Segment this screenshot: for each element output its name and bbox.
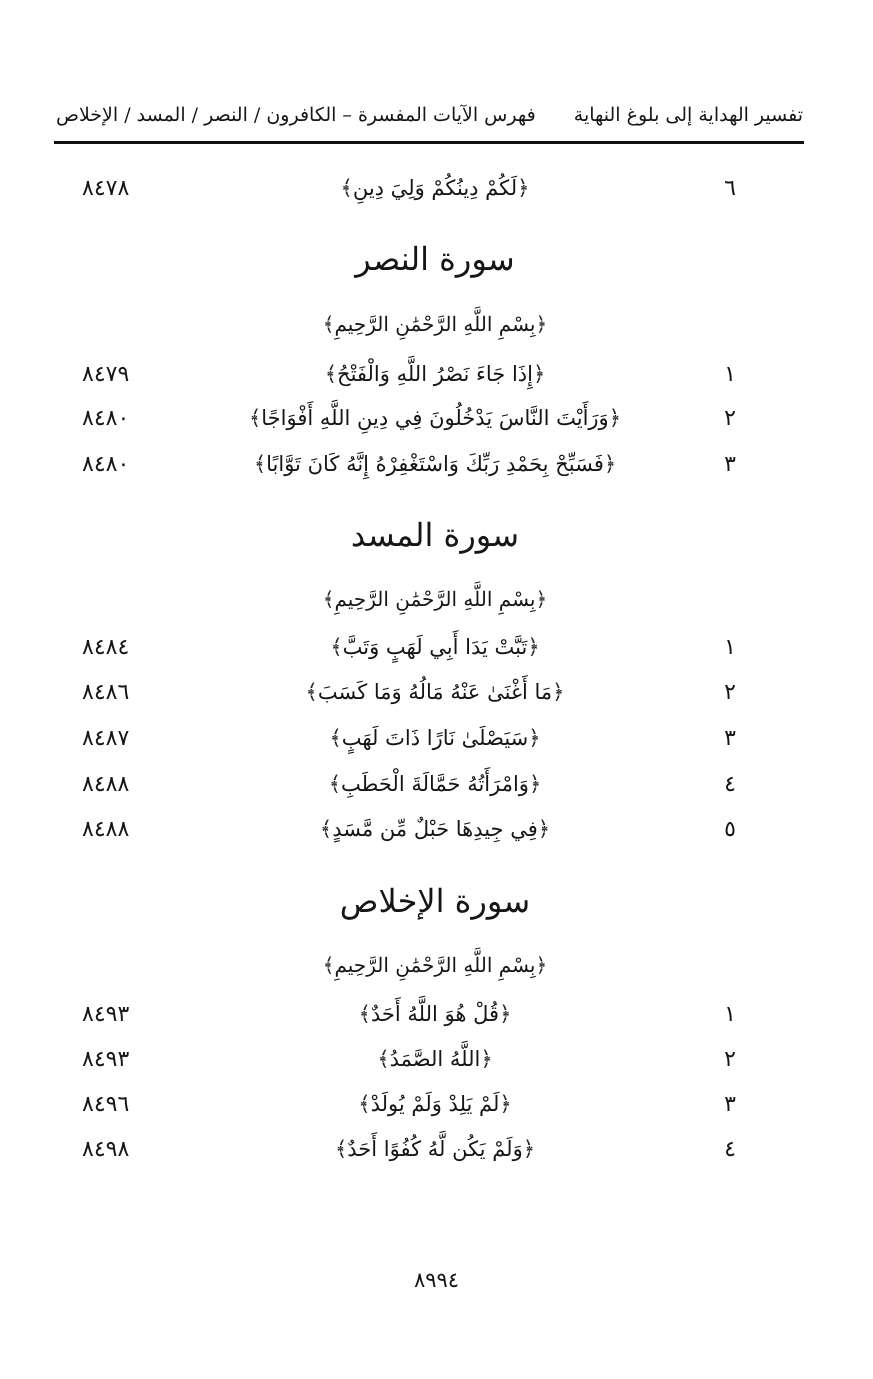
- verse-text: ﴿سَيَصْلَىٰ نَارًا ذَاتَ لَهَبٍ﴾: [329, 726, 541, 750]
- verse-number: ٢: [724, 1047, 736, 1072]
- surah-title-masad: سورة المسد: [350, 516, 520, 554]
- verse-text: ﴿قُلْ هُوَ اللَّهُ أَحَدٌ﴾: [358, 1002, 512, 1026]
- verse-number: ٥: [724, 817, 736, 842]
- verse-text: ﴿مَا أَغْنَىٰ عَنْهُ مَالُهُ وَمَا كَسَبَ﴾: [305, 680, 565, 704]
- verse-number: ٣: [724, 1092, 736, 1117]
- page-reference: ٨٤٨٦: [82, 680, 130, 705]
- page-reference: ٨٤٨٠: [82, 406, 130, 431]
- basmala-nasr: ﴿بِسْمِ اللَّهِ الرَّحْمَٰنِ الرَّحِيمِ﴾: [322, 312, 548, 336]
- page-reference: ٨٤٨٧: [82, 726, 130, 751]
- verse-text: ﴿وَرَأَيْتَ النَّاسَ يَدْخُلُونَ فِي دِينِ اللَّهِ أَفْوَاجًا﴾: [248, 406, 622, 430]
- basmala-ikhlas: ﴿بِسْمِ اللَّهِ الرَّحْمَٰنِ الرَّحِيمِ﴾: [322, 953, 548, 977]
- page-reference: ٨٤٩٦: [82, 1092, 130, 1117]
- basmala-masad: ﴿بِسْمِ اللَّهِ الرَّحْمَٰنِ الرَّحِيمِ﴾: [322, 587, 548, 611]
- verse-row: [0, 770, 873, 804]
- ornament-close: ﴾: [340, 176, 353, 200]
- verse-text: ﴿اللَّهُ الصَّمَدُ﴾: [377, 1047, 493, 1071]
- page-reference: ٨٤٨٨: [82, 772, 130, 797]
- verse-text: ﴿وَلَمْ يَكُن لَّهُ كُفُوًا أَحَدٌ﴾: [334, 1137, 536, 1161]
- verse-number: ٤: [724, 1137, 736, 1162]
- verse-row: [0, 450, 873, 484]
- verse-row: [0, 724, 873, 758]
- verse-number: ٣: [724, 726, 736, 751]
- page-number: ٨٩٩٤: [413, 1268, 460, 1292]
- verse-text: ﴿إِذَا جَاءَ نَصْرُ اللَّهِ وَالْفَتْحُ﴾: [324, 362, 546, 386]
- verse-text: ﴿وَامْرَأَتُهُ حَمَّالَةَ الْحَطَبِ﴾: [328, 772, 542, 796]
- verse-number: ٦: [724, 176, 736, 201]
- verse-text: ﴿فِي جِيدِهَا حَبْلٌ مِّن مَّسَدٍ﴾: [319, 817, 551, 841]
- verse-row: [0, 633, 873, 667]
- page-reference: ٨٤٧٩: [82, 362, 130, 387]
- page-reference: ٨٤٩٨: [82, 1137, 130, 1162]
- running-header-section-title: فهرس الآيات المفسرة – الكافرون / النصر / المسد / الإخلاص: [56, 104, 536, 126]
- page-reference: ٨٤٨٠: [82, 452, 130, 477]
- verse-number: ٤: [724, 772, 736, 797]
- verse-row: [0, 404, 873, 438]
- page-reference: ٨٤٨٨: [82, 817, 130, 842]
- verse-number: ١: [724, 635, 736, 660]
- verse-text: ﴿فَسَبِّحْ بِحَمْدِ رَبِّكَ وَاسْتَغْفِرْهُ إِنَّهُ كَانَ تَوَّابًا﴾: [253, 452, 617, 476]
- verse-row: [0, 360, 873, 394]
- verse-row: [0, 1000, 873, 1034]
- page-reference: ٨٤٧٨: [82, 176, 130, 201]
- page-reference: ٨٤٨٤: [82, 635, 130, 660]
- verse-row: [0, 1045, 873, 1079]
- verse-number: ٢: [724, 406, 736, 431]
- verse-number: ٣: [724, 452, 736, 477]
- verse-number: ٢: [724, 680, 736, 705]
- verse-number: ١: [724, 362, 736, 387]
- header-divider: [54, 141, 804, 144]
- verse-text: ﴿لَمْ يَلِدْ وَلَمْ يُولَدْ﴾: [358, 1092, 512, 1116]
- ornament-open: ﴿: [517, 176, 530, 200]
- verse-text: ﴿لَكُمْ دِينُكُمْ وَلِيَ دِينِ﴾: [340, 176, 530, 200]
- verse-row: [0, 174, 873, 208]
- running-header-book-title: تفسير الهداية إلى بلوغ النهاية: [573, 104, 803, 126]
- verse-row: [0, 1090, 873, 1124]
- surah-title-ikhlas: سورة الإخلاص: [339, 882, 531, 920]
- verse-row: [0, 678, 873, 712]
- page-reference: ٨٤٩٣: [82, 1002, 130, 1027]
- verse-number: ١: [724, 1002, 736, 1027]
- verse-text: ﴿تَبَّتْ يَدَا أَبِي لَهَبٍ وَتَبَّ﴾: [330, 635, 540, 659]
- surah-title-nasr: سورة النصر: [355, 240, 515, 278]
- verse-row: [0, 1135, 873, 1169]
- page-reference: ٨٤٩٣: [82, 1047, 130, 1072]
- verse-row: [0, 815, 873, 849]
